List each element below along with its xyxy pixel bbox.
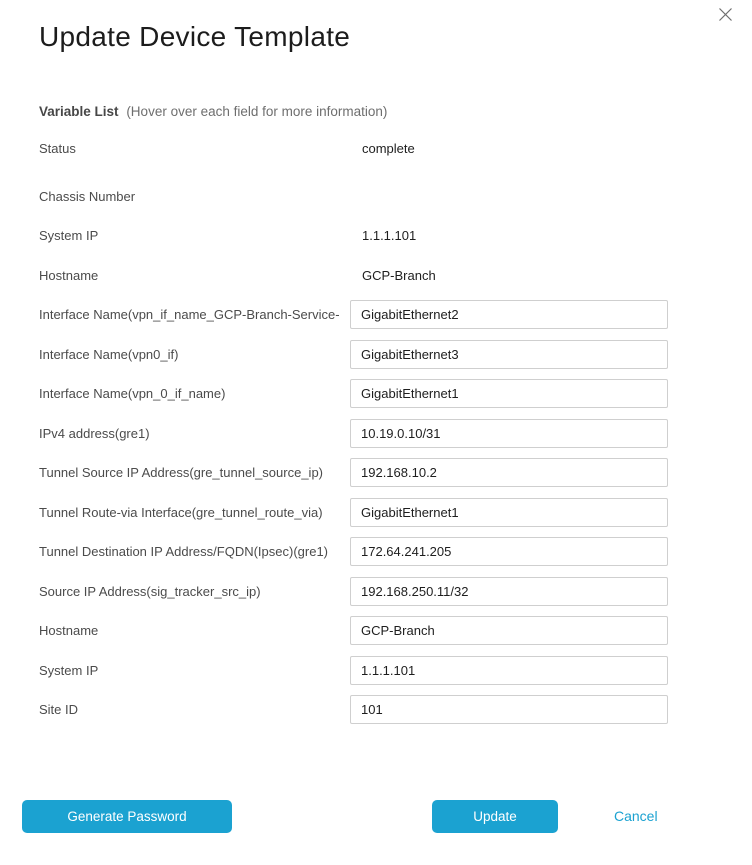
field-row-system-ip [39,656,668,685]
field-label: IPv4 address(gre1) [39,425,150,441]
field-label: Tunnel Source IP Address(gre_tunnel_source_ip) [39,465,324,480]
field-row-system-ip-static [39,221,668,250]
field-label: Interface Name(vpn0_if) [39,346,179,362]
variable-list [39,134,668,724]
field-row-tunnel-route-via [39,498,668,527]
site-id-input[interactable] [350,695,668,724]
hostname-input[interactable] [350,616,668,645]
page-title: Update Device Template [39,21,351,52]
tunnel-source-ip-input[interactable] [350,458,668,487]
field-row-interface-name-vpn0-if [39,340,668,369]
field-label: Tunnel Route-via Interface(gre_tunnel_route_via) [39,504,323,520]
field-label: Chassis Number [39,188,136,204]
field-row-hostname-static [39,261,668,290]
field-row-hostname [39,616,668,645]
field-label: Hostname [39,267,99,283]
variable-list-heading: Variable List [39,104,119,119]
field-value: GCP-Branch [362,267,436,283]
field-row-interface-name-service [39,300,668,329]
close-icon[interactable] [717,6,733,22]
field-row-tunnel-source-ip [39,458,668,487]
ipv4-address-gre1-input[interactable] [350,419,668,448]
field-label: Site ID [39,702,79,717]
field-label: System IP [39,228,99,243]
variable-list-hint: (Hover over each field for more information) [126,104,388,119]
field-row-site-id [39,695,668,724]
interface-name-service-input[interactable] [350,300,668,329]
variable-list-header [39,103,668,120]
field-label: Interface Name(vpn_if_name_GCP-Branch-Service- [39,307,340,322]
field-row-status [39,134,668,163]
field-row-tunnel-destination-ip [39,537,668,566]
interface-name-vpn-0-if-name-input[interactable] [350,379,668,408]
tunnel-route-via-input[interactable] [350,498,668,527]
system-ip-input[interactable] [350,656,668,685]
field-value: complete [362,141,415,156]
field-row-source-ip-tracker [39,577,668,606]
field-row-interface-name-vpn-0-if-name [39,379,668,408]
generate-password-button[interactable]: Generate Password [22,800,232,833]
field-label: System IP [39,662,99,678]
field-label: Status [39,141,76,156]
field-label: Interface Name(vpn_0_if_name) [39,386,226,401]
modal-content [0,19,752,724]
cancel-button[interactable]: Cancel [614,808,658,824]
field-row-ipv4-address-gre1 [39,419,668,448]
field-label: Hostname [39,623,99,638]
source-ip-tracker-input[interactable] [350,577,668,606]
tunnel-destination-ip-input[interactable] [350,537,668,566]
update-button[interactable]: Update [432,800,558,833]
field-value: 1.1.1.101 [362,228,417,243]
field-label: Tunnel Destination IP Address/FQDN(Ipsec)(gre1) [39,544,329,559]
close-icon-glyph [718,7,733,22]
field-row-chassis-number [39,182,668,211]
field-label: Source IP Address(sig_tracker_src_ip) [39,583,261,599]
interface-name-vpn0-if-input[interactable] [350,340,668,369]
